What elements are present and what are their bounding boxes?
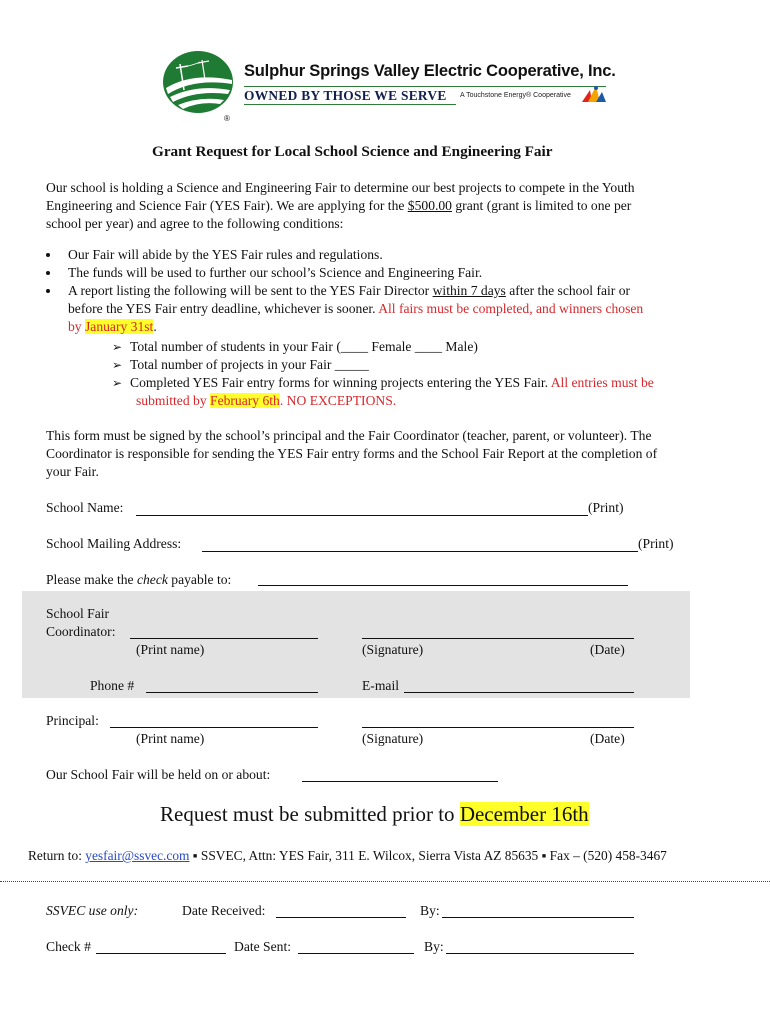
intro-line-1: Our school is holding a Science and Engineering Fair to determine our best projects to compete in the Youth xyxy=(46,180,635,195)
print-label: (Print) xyxy=(588,500,624,515)
company-slogan: OWNED BY THOSE WE SERVE xyxy=(244,88,447,103)
payable-field[interactable] xyxy=(258,585,628,586)
email-link[interactable]: yesfair@ssvec.com xyxy=(85,848,190,863)
grant-amount: $500.00 xyxy=(407,198,452,213)
payable-text: Please make the xyxy=(46,572,137,587)
sub-item-entries xyxy=(112,374,654,392)
print-name-caption: (Print name) xyxy=(136,642,205,657)
received-by-field[interactable] xyxy=(442,917,634,918)
date-sent-label: Date Sent: xyxy=(234,939,292,954)
condition-text: before the YES Fair entry deadline, whichever is sooner. xyxy=(68,301,379,316)
coordinator-signature-field[interactable] xyxy=(362,638,634,639)
list-item xyxy=(46,264,643,282)
instructions-line-2: Coordinator is responsible for sending the YES Fair entry forms and the School Fair Report at the completion of xyxy=(46,446,658,461)
sub-item-entries-cont xyxy=(136,392,396,410)
intro-line-2 xyxy=(46,198,631,214)
list-item xyxy=(46,246,643,264)
sub-item-text: Total number of projects in your Fair _____ xyxy=(130,357,369,372)
coordinator-label-2: Coordinator: xyxy=(46,624,116,639)
date-sent-field[interactable] xyxy=(298,953,414,954)
return-label: Return to: xyxy=(28,848,86,863)
red-notice: submitted by xyxy=(136,393,211,408)
highlighted-date: January 31st xyxy=(85,319,154,334)
arrow-bullet-icon: ➢ xyxy=(112,358,123,372)
highlighted-date: February 6th xyxy=(210,393,280,408)
office-use-text: SSVEC use only: xyxy=(46,903,139,918)
deadline-date: December 16th xyxy=(459,802,589,826)
office-use-label xyxy=(46,903,138,919)
sub-item-text: Completed YES Fair entry forms for winning projects entering the YES Fair. xyxy=(130,375,551,390)
brand-rule-lower xyxy=(244,104,456,105)
cut-line-divider xyxy=(0,881,770,882)
received-by-label: By: xyxy=(420,903,440,918)
submission-deadline xyxy=(160,802,589,827)
coordinator-name-field[interactable] xyxy=(130,638,318,639)
school-name-label: School Name: xyxy=(46,500,124,515)
mailing-address-label: School Mailing Address: xyxy=(46,536,182,551)
instructions-line-3: your Fair. xyxy=(46,464,99,479)
sub-item-students xyxy=(112,338,478,356)
ssvec-globe-icon xyxy=(162,50,234,114)
conditions-list xyxy=(46,246,643,336)
return-details: ▪ SSVEC, Attn: YES Fair, 311 E. Wilcox, Sierra Vista AZ 85635 ▪ Fax – (520) 458-3467 xyxy=(189,848,667,863)
condition-text: The funds will be used to further our school’s Science and Engineering Fair. xyxy=(68,265,483,280)
bullet-icon xyxy=(46,271,50,275)
bullet-icon xyxy=(46,253,50,257)
email-field[interactable] xyxy=(404,692,634,693)
intro-text-end: grant (grant is limited to one per xyxy=(451,198,632,213)
phone-label: Phone # xyxy=(90,678,135,693)
arrow-bullet-icon: ➢ xyxy=(112,340,123,354)
brand-rule xyxy=(244,86,606,87)
school-name-field[interactable] xyxy=(136,515,588,516)
payable-text-end: payable to: xyxy=(167,572,232,587)
sub-item-text: Total number of students in your Fair (____ Female ____ Male) xyxy=(130,339,478,354)
date-caption: (Date) xyxy=(590,642,625,657)
signature-caption: (Signature) xyxy=(362,731,424,746)
red-notice: . NO EXCEPTIONS. xyxy=(279,393,397,408)
return-address xyxy=(28,848,667,864)
condition-text: . xyxy=(153,319,157,334)
coordinator-label-1: School Fair xyxy=(46,606,110,621)
print-label: (Print) xyxy=(638,536,674,551)
principal-signature-field[interactable] xyxy=(362,727,634,728)
date-received-label: Date Received: xyxy=(182,903,266,918)
arrow-bullet-icon: ➢ xyxy=(112,376,123,390)
red-notice: All entries must be xyxy=(550,375,654,390)
signature-caption: (Signature) xyxy=(362,642,424,657)
instructions-line-1: This form must be signed by the school’s principal and the Fair Coordinator (teacher, parent, or volunteer). The xyxy=(46,428,652,443)
condition-text: A report listing the following will be sent to the YES Fair Director xyxy=(68,283,433,298)
mailing-address-field[interactable] xyxy=(202,551,638,552)
principal-label: Principal: xyxy=(46,713,99,728)
print-name-caption: (Print name) xyxy=(136,731,205,746)
sub-item-projects xyxy=(112,356,369,374)
fair-date-field[interactable] xyxy=(302,781,498,782)
company-name: Sulphur Springs Valley Electric Cooperative, Inc. xyxy=(244,62,616,80)
condition-text: Our Fair will abide by the YES Fair rules and regulations. xyxy=(68,247,383,262)
payable-label xyxy=(46,572,231,588)
touchstone-label: A Touchstone Energy® Cooperative xyxy=(460,92,571,99)
sent-by-label: By: xyxy=(424,939,444,954)
date-received-field[interactable] xyxy=(276,917,406,918)
phone-field[interactable] xyxy=(146,692,318,693)
bullet-icon xyxy=(46,289,50,293)
deadline-7-days: within 7 days xyxy=(432,283,506,298)
date-caption: (Date) xyxy=(590,731,625,746)
email-label: E-mail xyxy=(362,678,399,693)
principal-name-field[interactable] xyxy=(110,727,318,728)
red-notice: by xyxy=(68,319,85,334)
touchstone-logo-icon xyxy=(580,84,608,104)
payable-check-word: check xyxy=(136,572,168,587)
page-title: Grant Request for Local School Science and Engineering Fair xyxy=(152,143,553,160)
sent-by-field[interactable] xyxy=(446,953,634,954)
check-number-label: Check # xyxy=(46,939,91,954)
list-item xyxy=(46,282,643,336)
intro-text: Engineering and Science Fair (YES Fair). We are applying for the xyxy=(46,198,408,213)
check-number-field[interactable] xyxy=(96,953,226,954)
condition-text: after the school fair or xyxy=(505,283,631,298)
red-notice: All fairs must be completed, and winners chosen xyxy=(378,301,644,316)
registered-mark: ® xyxy=(224,114,230,123)
intro-line-3: school per year) and agree to the following conditions: xyxy=(46,216,344,231)
fair-date-label: Our School Fair will be held on or about: xyxy=(46,767,271,782)
deadline-text: Request must be submitted prior to xyxy=(160,802,460,826)
